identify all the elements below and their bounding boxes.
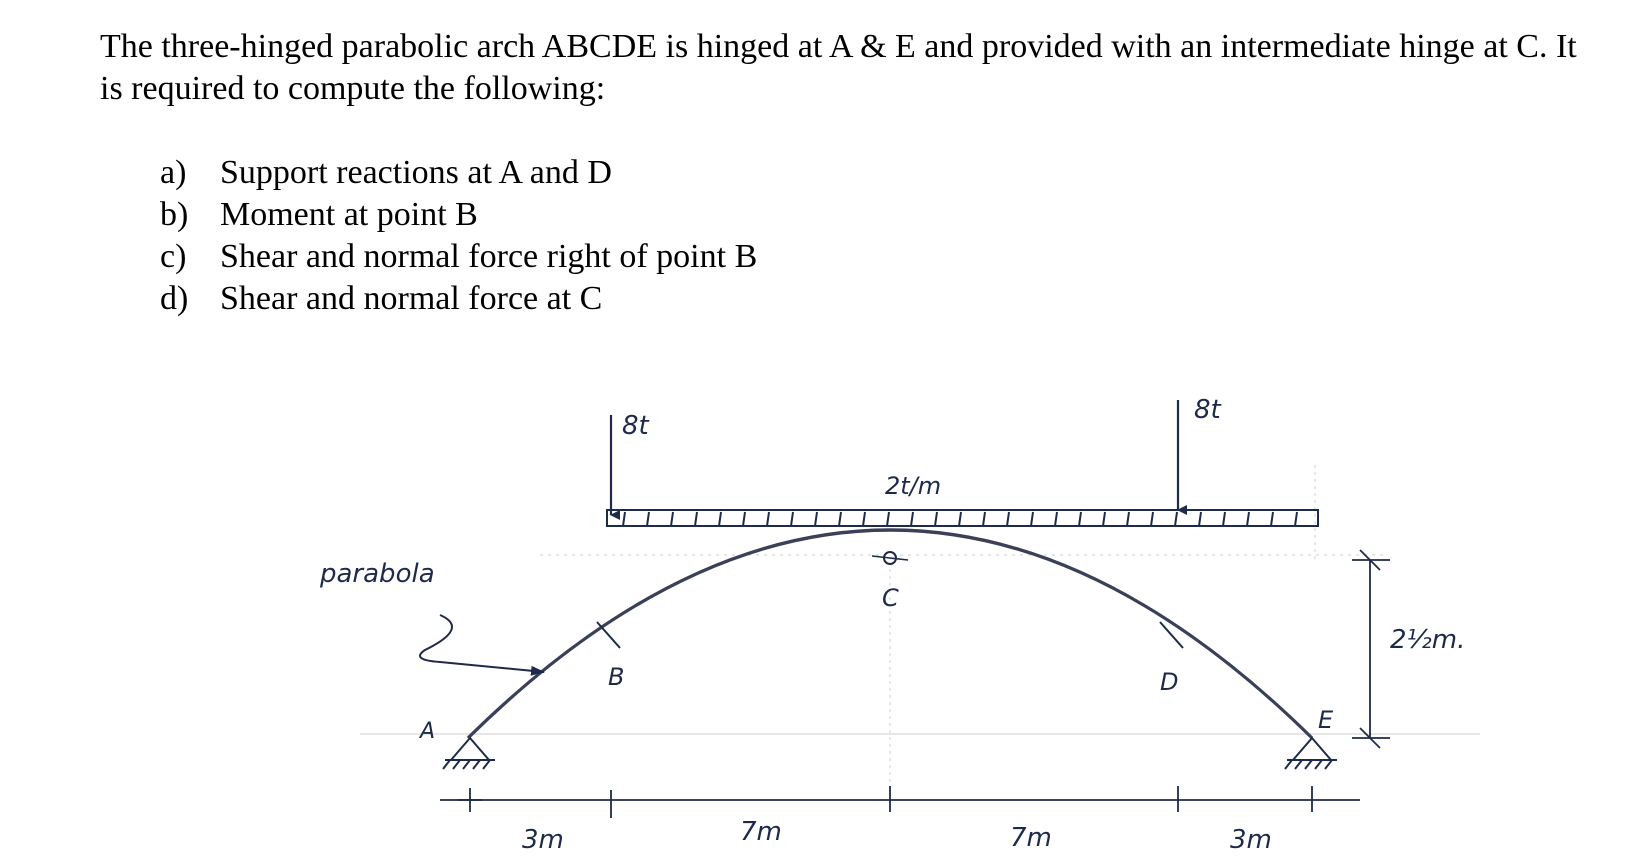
span-dimension-line: [440, 786, 1360, 818]
udl-tick: [935, 512, 937, 526]
udl-tick: [743, 512, 745, 526]
span-label-3: 7m: [1010, 823, 1052, 853]
support-a-pin: [443, 738, 495, 769]
requirement-marker: b): [160, 196, 189, 233]
udl-tick: [1295, 512, 1297, 526]
udl-tick: [1151, 512, 1153, 526]
load-label-left: 8t: [622, 411, 649, 441]
udl-tick: [1031, 512, 1033, 526]
parabola-note: parabola: [320, 559, 435, 589]
udl-tick: [1127, 512, 1129, 526]
guide-lines: [360, 465, 1480, 800]
problem-statement: The three-hinged parabolic arch ABCDE is hinged at A & E and provided with an intermediate hinge at C. It is required to compute the following:: [100, 28, 1577, 107]
udl-tick: [719, 512, 721, 526]
udl-tick: [623, 512, 625, 526]
point-d-tick: [1160, 622, 1183, 648]
span-label-4: 3m: [1230, 825, 1272, 855]
udl-tick: [1007, 512, 1009, 526]
udl-tick: [1199, 512, 1201, 526]
udl-tick: [791, 512, 793, 526]
udl-tick: [767, 512, 769, 526]
label-c: C: [882, 584, 899, 612]
label-a: A: [420, 719, 436, 744]
distributed-load: [607, 510, 1318, 526]
udl-tick: [1103, 512, 1105, 526]
point-b-tick: [597, 622, 620, 648]
udl-tick: [1247, 512, 1249, 526]
label-e: E: [1318, 706, 1334, 734]
udl-tick: [671, 512, 673, 526]
parabola-pointer-arrow: [420, 615, 544, 672]
support-e-pin: [1285, 738, 1337, 769]
udl-tick: [815, 512, 817, 526]
rise-dimension-line: [1352, 550, 1390, 748]
udl-tick: [1271, 512, 1273, 526]
udl-tick: [647, 512, 649, 526]
requirement-text: Support reactions at A and D: [220, 154, 612, 191]
udl-tick: [1079, 512, 1081, 526]
rise-label: 2½m.: [1390, 625, 1466, 655]
udl-tick: [1175, 512, 1177, 526]
udl-tick: [959, 512, 961, 526]
udl-tick: [1055, 512, 1057, 526]
label-b: B: [608, 663, 625, 691]
requirement-marker: a): [160, 154, 187, 191]
udl-tick: [863, 512, 865, 526]
label-d: D: [1160, 668, 1179, 696]
requirement-text: Shear and normal force right of point B: [220, 238, 758, 275]
requirement-marker: c): [160, 238, 187, 275]
udl-tick: [1223, 512, 1225, 526]
span-label-2: 7m: [740, 817, 782, 847]
span-label-1: 3m: [522, 825, 564, 855]
udl-tick: [983, 512, 985, 526]
requirement-marker: d): [160, 280, 189, 317]
udl-tick: [887, 512, 889, 526]
requirement-text: Shear and normal force at C: [220, 280, 603, 317]
requirement-text: Moment at point B: [220, 196, 478, 233]
load-label-right: 8t: [1194, 395, 1221, 425]
udl-tick: [911, 512, 913, 526]
udl-tick: [839, 512, 841, 526]
udl-label: 2t/m: [885, 472, 942, 500]
udl-tick: [695, 512, 697, 526]
